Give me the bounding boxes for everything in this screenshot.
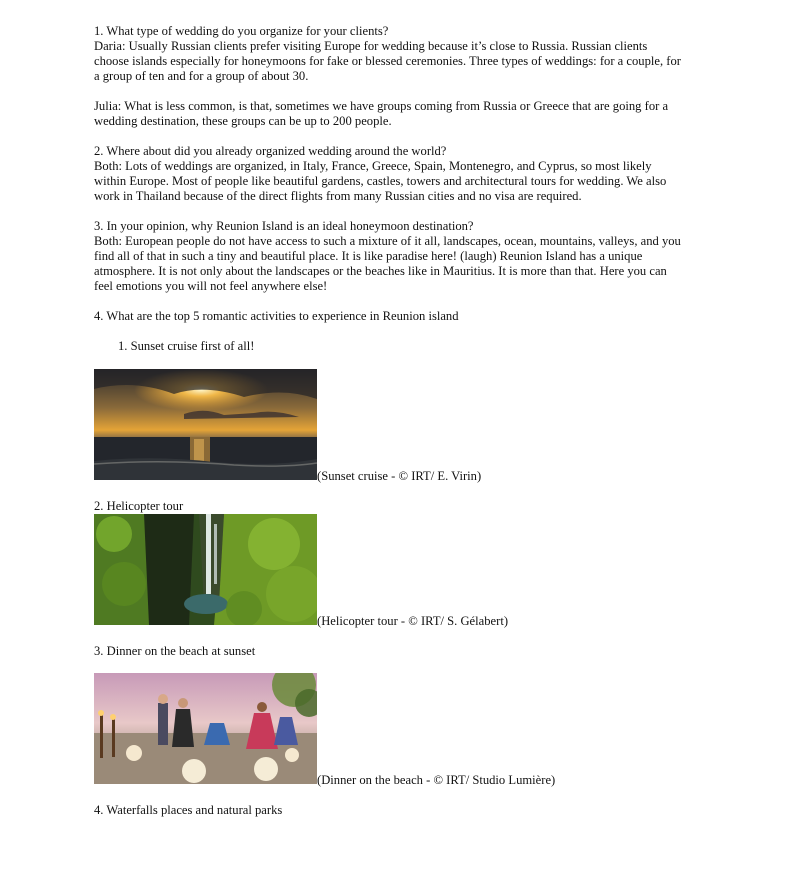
activity-3-label: 3. Dinner on the beach at sunset (94, 644, 256, 658)
helicopter-tour-photo (94, 514, 317, 625)
answer-1-line-1: Daria: Usually Russian clients prefer visiting Europe for wedding because it’s close to Russia. Russian clients (94, 39, 648, 53)
sunset-cruise-photo (94, 369, 317, 480)
answer-1-line-2: choose islands especially for honeymoons for fake or blessed ceremonies. Three types of weddings: for a couple, for (94, 54, 681, 68)
question-3-heading: 3. In your opinion, why Reunion Island is an ideal honeymoon destination? (94, 219, 474, 233)
answer-3-line-3: atmosphere. It is not only about the landscapes or the beaches like in Mauritius. It is more than that. Here you can (94, 264, 667, 278)
answer-3-line-2: find all of that in such a tiny and beautiful place. It is like paradise here! (laugh) Reunion Island has a unique (94, 249, 643, 263)
question-2-heading: 2. Where about did you already organized wedding around the world? (94, 144, 447, 158)
question-1-heading: 1. What type of wedding do you organize for your clients? (94, 24, 389, 38)
answer-2-line-1: Both: Lots of weddings are organized, in Italy, France, Greece, Spain, Montenegro, and Cyprus, so most likely (94, 159, 652, 173)
answer-1-julia-line-2: wedding destination, these groups can be up to 200 people. (94, 114, 392, 128)
answer-3-line-4: feel emotions you will not feel anywhere else! (94, 279, 328, 293)
answer-2-line-3: work in Thailand because of the direct flights from many Russian cities and no visa are required. (94, 189, 582, 203)
answer-1-julia-line-1: Julia: What is less common, is that, sometimes we have groups coming from Russia or Greece that are going for a (94, 99, 669, 113)
activity-4-label: 4. Waterfalls places and natural parks (94, 803, 283, 817)
dinner-on-beach-photo (94, 673, 317, 784)
answer-3-line-1: Both: European people do not have access to such a mixture of it all, landscapes, ocean, mountains, valleys, and you (94, 234, 681, 248)
question-4-heading: 4. What are the top 5 romantic activities to experience in Reunion island (94, 309, 459, 323)
answer-2-line-2: within Europe. Most of people like beautiful gardens, castles, towers and architectural tours for wedding. We also (94, 174, 667, 188)
helicopter-tour-caption: (Helicopter tour - © IRT/ S. Gélabert) (317, 614, 509, 628)
activity-2-label: 2. Helicopter tour (94, 499, 184, 513)
sunset-cruise-caption: (Sunset cruise - © IRT/ E. Virin) (317, 469, 482, 483)
activity-1-label: 1. Sunset cruise first of all! (118, 339, 255, 353)
dinner-on-beach-caption: (Dinner on the beach - © IRT/ Studio Lumière) (317, 773, 556, 787)
answer-1-line-3: a group of ten and for a group of about 30. (94, 69, 309, 83)
